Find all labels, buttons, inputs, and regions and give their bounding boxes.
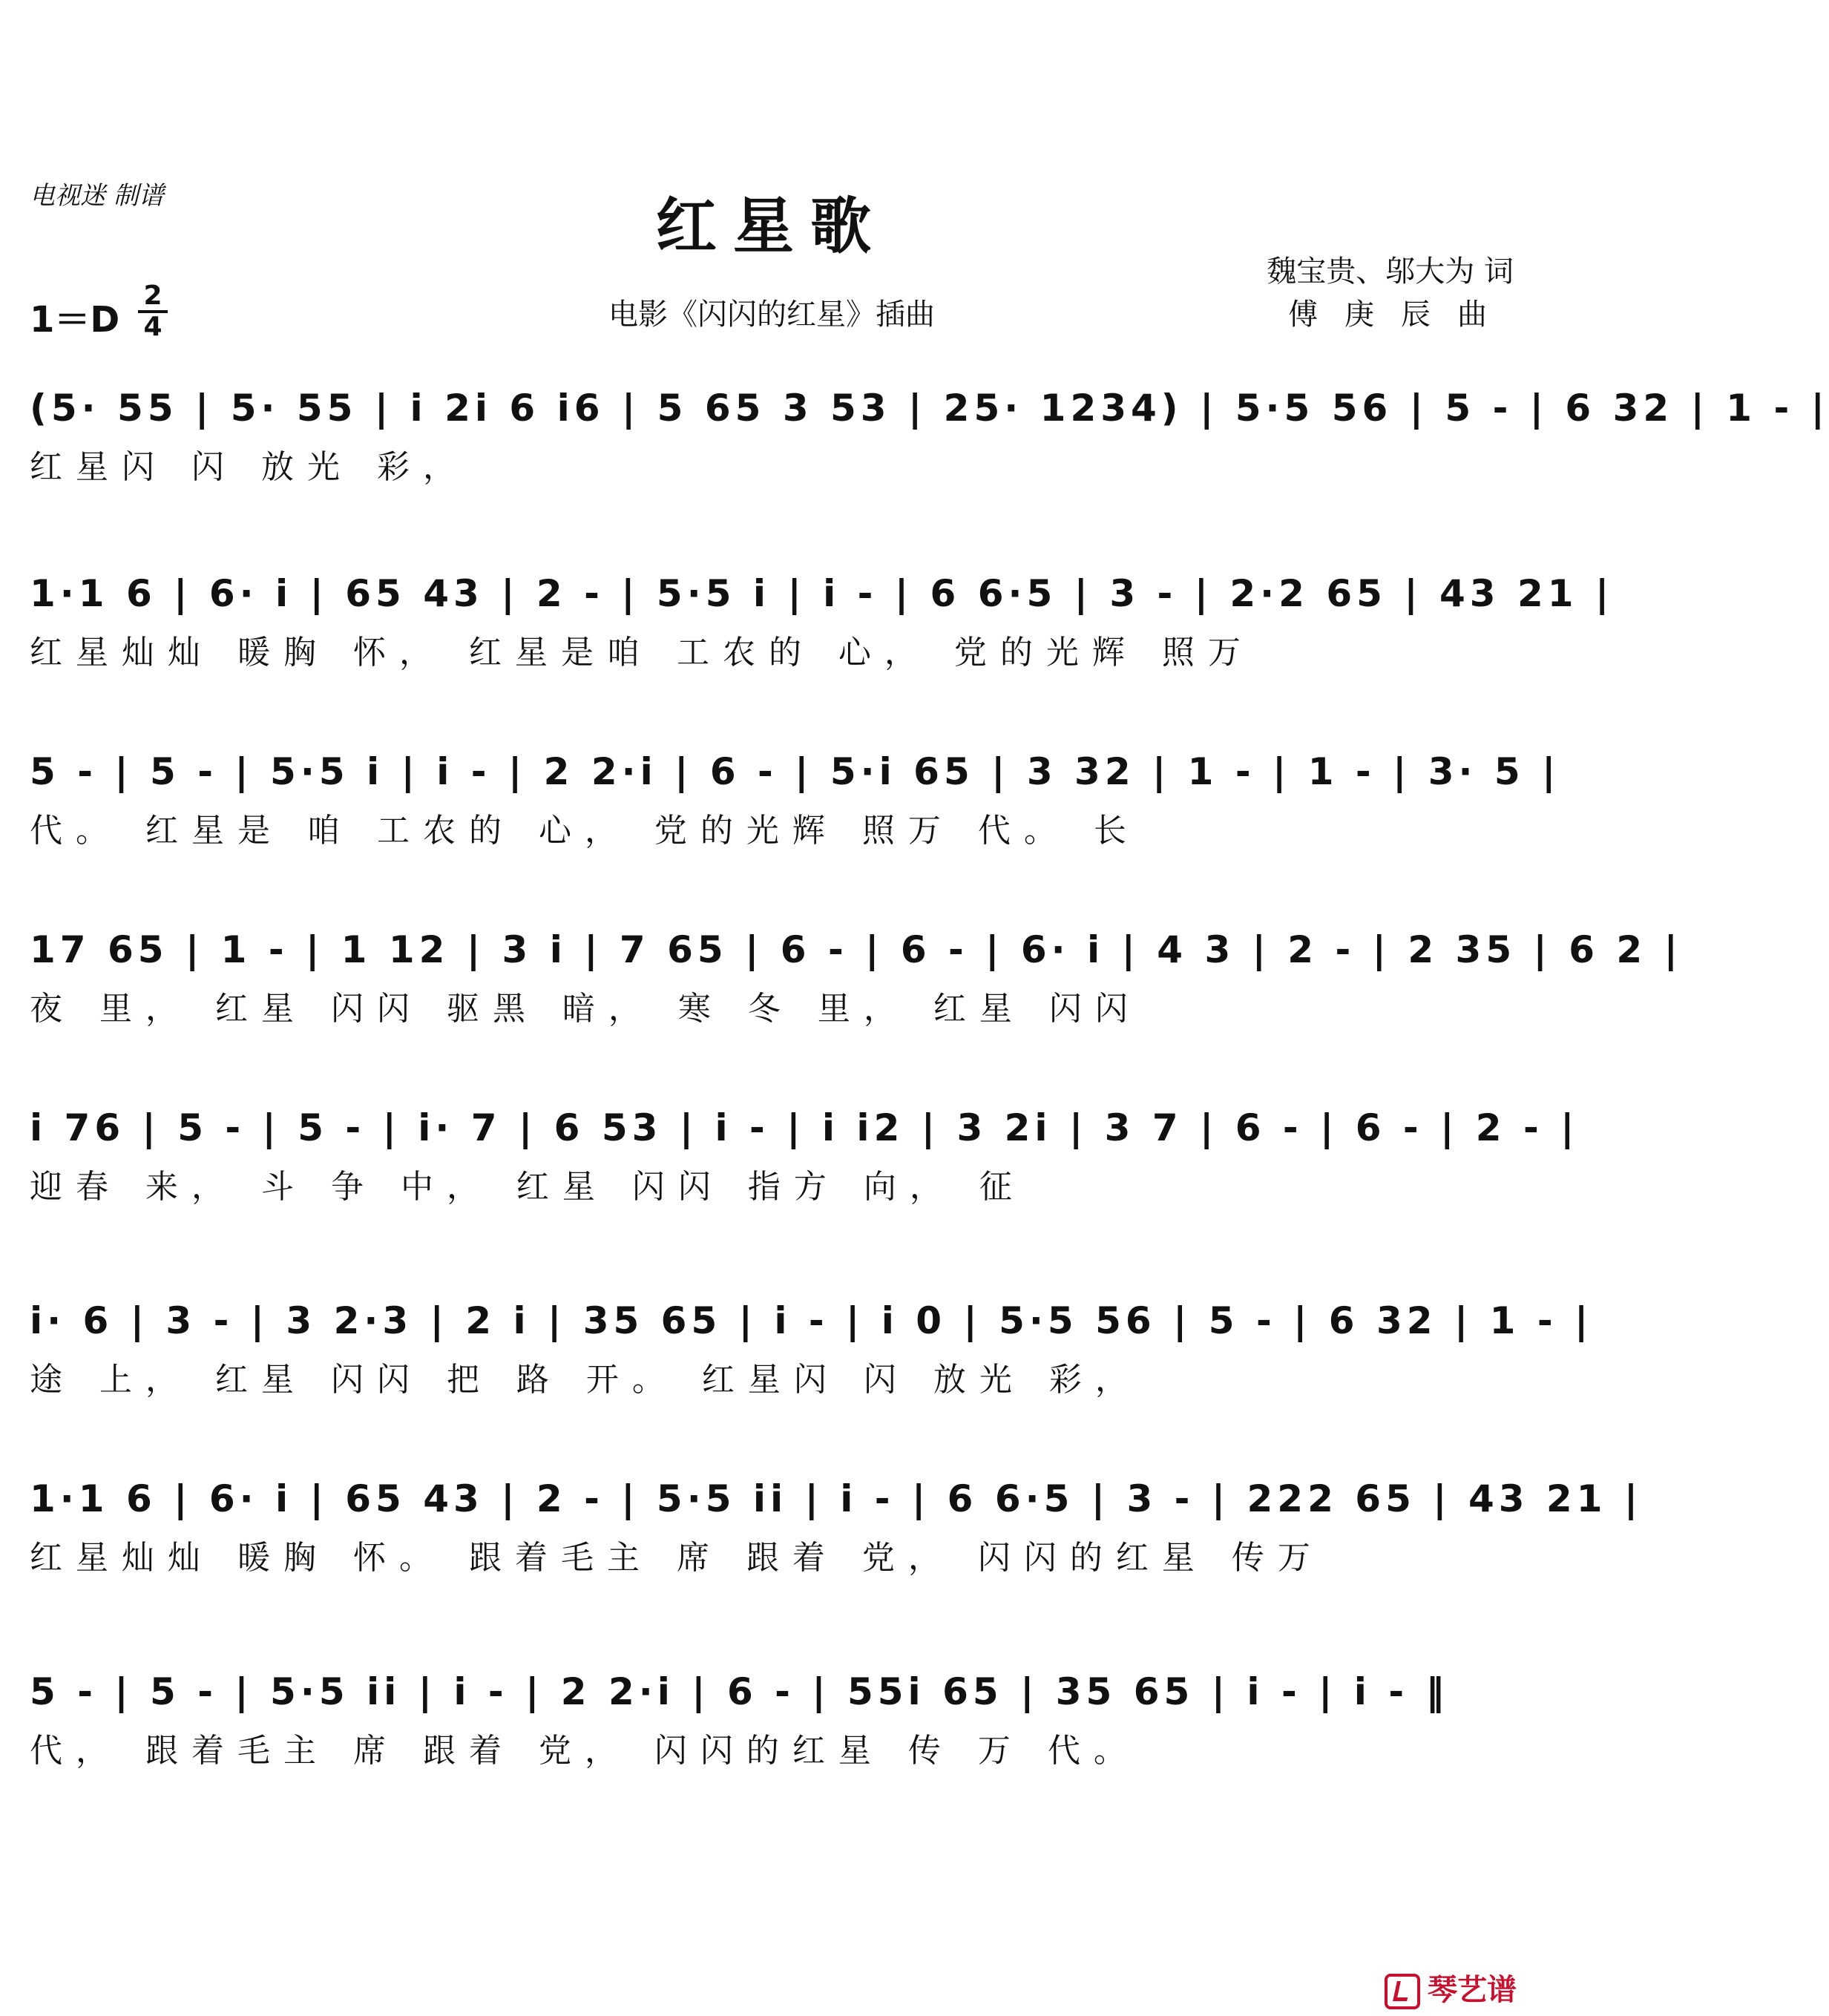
- lyrics-line: 代。 红星是 咱 工农的 心， 党的光辉 照万 代。 长: [30, 812, 1140, 850]
- composer-credit: 傅庚辰曲: [1288, 298, 1514, 332]
- song-subtitle: 电影《闪闪的红星》插曲: [608, 298, 935, 332]
- lyrics-line: 红星灿灿 暖胸 怀。 跟着毛主 席 跟着 党， 闪闪的红星 传万: [30, 1539, 1324, 1577]
- lyricist-credit: 魏宝贵、邬大为 词: [1267, 255, 1514, 289]
- notation-line: 5 - | 5 - | 5·5 ii | i - | 2 2·i | 6 - | 55i 65 | 35 65 | i - | i - ‖: [30, 1670, 1449, 1713]
- lyrics-line: 代， 跟着毛主 席 跟着 党， 闪闪的红星 传 万 代。: [30, 1732, 1140, 1770]
- notation-line: 5 - | 5 - | 5·5 i | i - | 2 2·i | 6 - | 5·i 65 | 3 32 | 1 - | 1 - | 3· 5 |: [30, 750, 1560, 793]
- lyrics-line: 途 上， 红星 闪闪 把 路 开。 红星闪 闪 放光 彩，: [30, 1361, 1141, 1399]
- lyrics-line: 夜 里， 红星 闪闪 驱黑 暗， 寒 冬 里， 红星 闪闪: [30, 990, 1141, 1028]
- site-logo: [1385, 1966, 1517, 2009]
- notation-line: 17 65 | 1 - | 1 12 | 3 i | 7 65 | 6 - | 6 - | 6· i | 4 3 | 2 - | 2 35 | 6 2 |: [30, 928, 1682, 971]
- notation-line: i· 6 | 3 - | 3 2·3 | 2 i | 35 65 | i - | i 0 | 5·5 56 | 5 - | 6 32 | 1 - |: [30, 1299, 1593, 1342]
- song-title: 红星歌: [655, 191, 887, 262]
- lyrics-line: 红星灿灿 暖胸 怀， 红星是咱 工农的 心， 党的光辉 照万: [30, 634, 1254, 672]
- lyrics-line: 红星闪 闪 放光 彩，: [30, 448, 469, 486]
- transcriber-credit: 电视迷 制谱: [30, 181, 164, 211]
- notation-line: i 76 | 5 - | 5 - | i· 7 | 6 53 | i - | i i2 | 3 2i | 3 7 | 6 - | 6 - | 2 - |: [30, 1106, 1579, 1149]
- lyrics-line: 迎春 来， 斗 争 中， 红星 闪闪 指方 向， 征: [30, 1168, 1025, 1206]
- notation-line: (5· 55 | 5· 55 | i 2i 6 i6 | 5 65 3 53 | 25· 1234) | 5·5 56 | 5 - | 6 32 | 1 - |: [30, 387, 1829, 430]
- notation-line: 1·1 6 | 6· i | 65 43 | 2 - | 5·5 i | i - | 6 6·5 | 3 - | 2·2 65 | 43 21 |: [30, 572, 1614, 615]
- notation-line: 1·1 6 | 6· i | 65 43 | 2 - | 5·5 ii | i - | 6 6·5 | 3 - | 222 65 | 43 21 |: [30, 1477, 1643, 1520]
- logo-text: 琴艺谱: [1428, 1973, 1517, 2007]
- qinyipu-logo-icon: [1385, 1974, 1420, 2009]
- key-signature: 1＝D: [30, 299, 120, 341]
- time-numerator: 2: [138, 282, 168, 313]
- time-denominator: 4: [143, 312, 162, 342]
